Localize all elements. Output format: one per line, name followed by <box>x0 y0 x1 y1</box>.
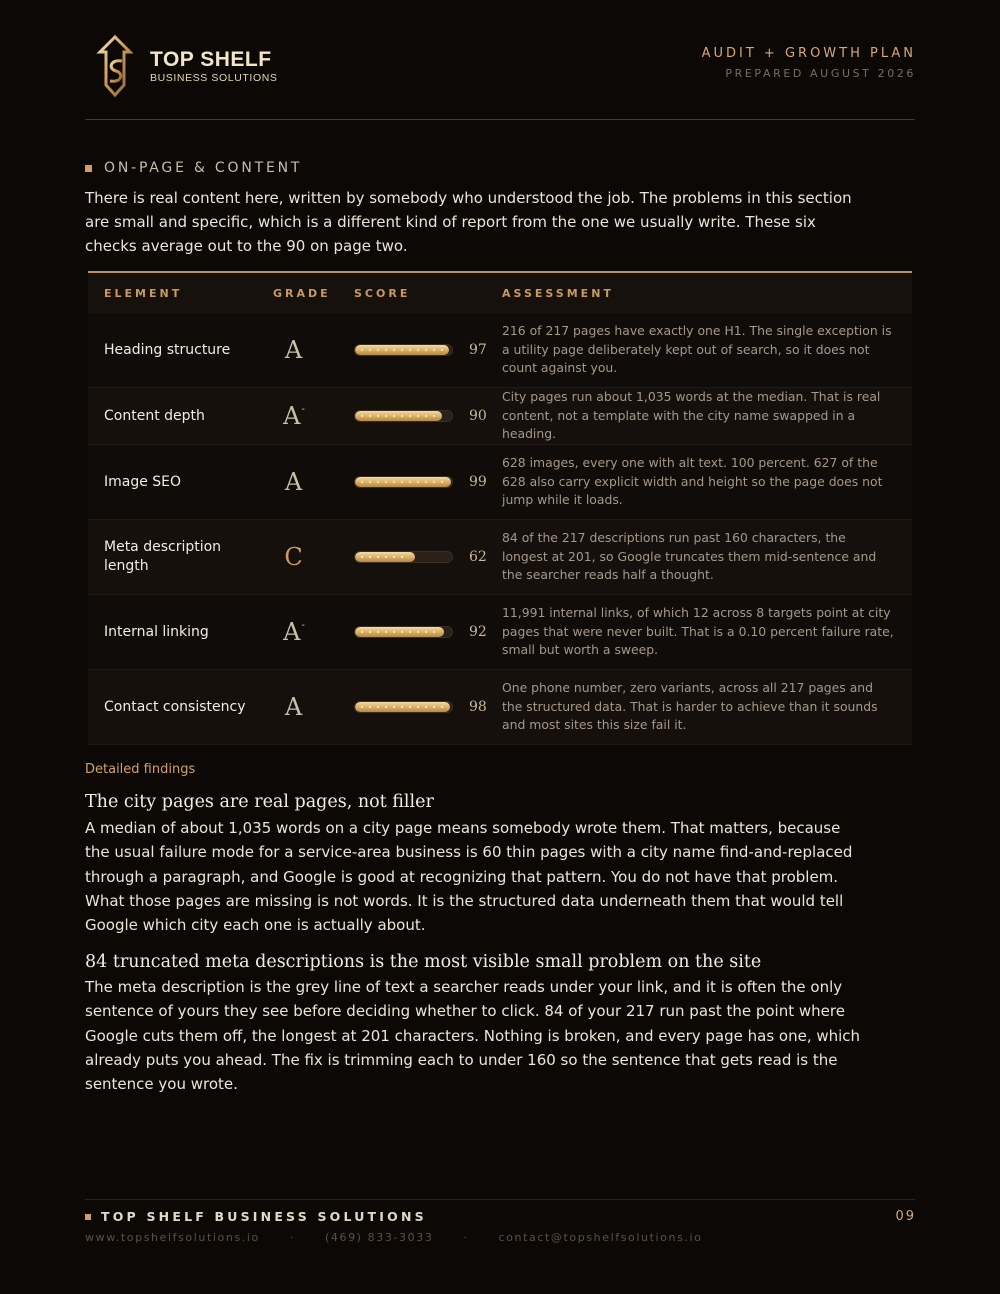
footer-contact <box>85 1231 703 1244</box>
findings-label: Detailed findings <box>85 762 196 777</box>
square-bullet-icon <box>85 1214 91 1220</box>
table-row <box>88 313 912 388</box>
table-body <box>88 313 912 745</box>
brand-title: TOP SHELF <box>150 48 272 71</box>
row-score <box>334 408 502 424</box>
table-header <box>88 271 912 313</box>
row-grade <box>254 468 334 496</box>
score-value: 90 <box>469 408 487 424</box>
brand-subtitle: BUSINESS SOLUTIONS <box>150 72 278 84</box>
grade-modifier: - <box>301 620 305 631</box>
section-intro: There is real content here, written by somebody who understood the job. The problems in this section are small and specific, which is a different kind of report from the one we usually write. These six checks average out to the 90 on page two. <box>85 189 852 255</box>
brand-monogram-icon <box>86 35 144 99</box>
footer-divider <box>85 1199 915 1200</box>
prepared-date: PREPARED AUGUST 2026 <box>725 67 916 80</box>
row-score <box>334 549 502 565</box>
row-grade <box>254 693 334 721</box>
score-bar-fill <box>355 627 444 637</box>
section-heading <box>85 160 302 176</box>
brand-logo <box>86 34 286 100</box>
table-row <box>88 388 912 445</box>
score-value: 62 <box>469 549 487 565</box>
grade-letter: A <box>283 402 301 430</box>
finding-heading: The city pages are real pages, not filler <box>85 792 434 812</box>
row-element: Heading structure <box>104 341 231 358</box>
row-assessment: 11,991 internal links, of which 12 across 8 targets point at city pages that were never built. That is a 0.10 percent failure rate, small but worth a sweep. <box>502 605 894 658</box>
row-assessment: 628 images, every one with alt text. 100 percent. 627 of the 628 also carry explicit width and height so the page does not jump while it loads. <box>502 455 883 508</box>
row-grade <box>254 336 334 364</box>
score-bar-fill <box>355 411 442 421</box>
finding-heading: 84 truncated meta descriptions is the most visible small problem on the site <box>85 952 762 972</box>
row-assessment: 84 of the 217 descriptions run past 160 characters, the longest at 201, so Google truncates them mid-sentence and the searcher reads half a thought. <box>502 530 877 583</box>
table-row <box>88 445 912 520</box>
table-row <box>88 670 912 745</box>
finding-body: A median of about 1,035 words on a city page means somebody wrote them. That matters, because the usual failure mode for a service-area business is 60 thin pages with a city name find-and-replaced through a paragraph, and Google is good at recognizing that pattern. You do not have that problem. What those pages are missing is not words. It is the structured data underneath them that would tell Google which city each one is actually about. <box>85 819 853 935</box>
score-bar <box>354 344 453 356</box>
finding-body: The meta description is the grey line of text a searcher reads under your link, and it is often the only sentence of yours they see before deciding whether to click. 84 of your 217 run past the point where Google cuts them off, the longest at 201 characters. Nothing is broken, and every page has one, which already puts you ahead. The fix is trimming each to under 160 so the sentence that gets read is the sentence you wrote. <box>85 978 861 1094</box>
row-assessment: One phone number, zero variants, across all 217 pages and the structured data. That is harder to achieve than it sounds and most sites this size fail it. <box>502 680 878 733</box>
column-header-assessment: ASSESSMENT <box>502 286 614 300</box>
table-row <box>88 595 912 670</box>
score-value: 99 <box>469 474 487 490</box>
header-divider <box>85 119 915 120</box>
footer-brand <box>85 1209 427 1224</box>
score-bar <box>354 626 453 638</box>
square-bullet-icon <box>85 165 92 172</box>
column-header-element: ELEMENT <box>104 286 183 300</box>
document-title: AUDIT + GROWTH PLAN <box>701 46 916 61</box>
row-score <box>334 342 502 358</box>
score-bar-fill <box>355 345 449 355</box>
score-value: 98 <box>469 699 487 715</box>
score-bar <box>354 701 453 713</box>
row-grade <box>254 543 334 571</box>
score-bar-fill <box>355 552 415 562</box>
row-element: Internal linking <box>104 623 209 640</box>
score-value: 97 <box>469 342 487 358</box>
grade-letter: C <box>284 543 303 571</box>
website-link[interactable]: www.topshelfsolutions.io <box>85 1231 260 1244</box>
score-bar <box>354 410 453 422</box>
row-score <box>334 699 502 715</box>
column-header-grade: GRADE <box>273 286 331 300</box>
row-score <box>334 624 502 640</box>
row-grade <box>254 402 334 430</box>
row-element: Meta description length <box>104 539 222 574</box>
score-bar <box>354 476 453 488</box>
section-title: ON-PAGE & CONTENT <box>104 160 303 176</box>
grade-letter: A <box>284 468 303 496</box>
row-assessment: City pages run about 1,035 words at the median. That is real content, not a template with the city name swapped in a heading. <box>502 389 881 442</box>
email-link[interactable]: contact@topshelfsolutions.io <box>498 1231 703 1244</box>
score-bar-fill <box>355 702 450 712</box>
grade-letter: A <box>284 336 303 364</box>
score-bar-fill <box>355 477 451 487</box>
table-row <box>88 520 912 595</box>
checks-table <box>88 271 912 745</box>
grade-letter: A <box>284 693 303 721</box>
grade-letter: A <box>283 618 301 646</box>
score-value: 92 <box>469 624 487 640</box>
column-header-score: SCORE <box>354 286 411 300</box>
row-element: Content depth <box>104 407 205 424</box>
phone-number[interactable]: (469) 833-3033 <box>324 1231 434 1244</box>
page-number: 09 <box>895 1209 916 1224</box>
separator: · <box>289 1231 295 1244</box>
row-grade <box>254 618 334 646</box>
score-bar <box>354 551 453 563</box>
row-assessment: 216 of 217 pages have exactly one H1. The single exception is a utility page deliberately kept out of search, so it does not count against you. <box>502 323 892 376</box>
document-header <box>702 46 916 81</box>
footer-brand-text: TOP SHELF BUSINESS SOLUTIONS <box>101 1209 427 1224</box>
row-score <box>334 474 502 490</box>
grade-modifier: - <box>301 404 305 415</box>
separator: · <box>463 1231 469 1244</box>
row-element: Image SEO <box>104 473 182 490</box>
row-element: Contact consistency <box>104 698 246 715</box>
